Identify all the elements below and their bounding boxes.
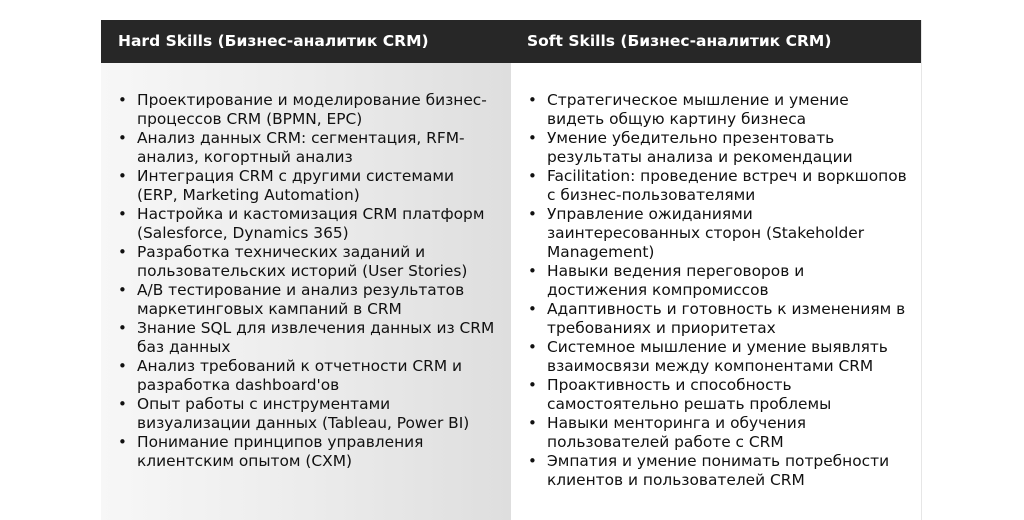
soft-skill-item: [526, 167, 909, 205]
bullet-icon: •: [118, 281, 127, 299]
hard-skill-item: [116, 319, 499, 357]
soft-skills-header: Soft Skills (Бизнес-аналитик CRM): [527, 32, 832, 50]
bullet-icon: •: [528, 262, 537, 280]
hard-skill-item: [116, 205, 499, 243]
soft-skill-item: [526, 376, 909, 414]
hard-skill-text: Понимание принципов управления клиентским опытом (CXM): [137, 433, 424, 470]
soft-skill-item: [526, 262, 909, 300]
table-body: [101, 63, 921, 520]
table-header: [101, 20, 921, 63]
soft-skills-list: [526, 91, 909, 490]
hard-skill-text: Знание SQL для извлечения данных из CRM баз данных: [137, 319, 495, 356]
soft-skill-text: Адаптивность и готовность к изменениям в требованиях и приоритетах: [547, 300, 906, 337]
bullet-icon: •: [528, 376, 537, 394]
soft-skill-text: Стратегическое мышление и умение видеть общую картину бизнеса: [547, 91, 849, 128]
soft-skill-item: [526, 414, 909, 452]
soft-skill-text: Эмпатия и умение понимать потребности клиентов и пользователей CRM: [547, 452, 890, 489]
hard-skill-text: Анализ данных CRM: сегментация, RFM-анализ, когортный анализ: [137, 129, 465, 166]
hard-skill-text: Опыт работы с инструментами визуализации данных (Tableau, Power BI): [137, 395, 470, 432]
hard-skills-header: Hard Skills (Бизнес-аналитик CRM): [118, 32, 429, 50]
hard-skill-item: [116, 357, 499, 395]
bullet-icon: •: [118, 205, 127, 223]
hard-skill-text: Интеграция CRM с другими системами (ERP, Marketing Automation): [137, 167, 455, 204]
bullet-icon: •: [528, 338, 537, 356]
soft-skill-text: Умение убедительно презентовать результаты анализа и рекомендации: [547, 129, 853, 166]
bullet-icon: •: [528, 91, 537, 109]
bullet-icon: •: [118, 319, 127, 337]
hard-skill-item: [116, 91, 499, 129]
soft-skill-item: [526, 91, 909, 129]
hard-skill-text: Настройка и кастомизация CRM платформ (Salesforce, Dynamics 365): [137, 205, 485, 242]
hard-skill-text: Анализ требований к отчетности CRM и разработка dashboard'ов: [137, 357, 463, 394]
bullet-icon: •: [118, 91, 127, 109]
bullet-icon: •: [118, 433, 127, 451]
skills-table: [101, 20, 922, 520]
soft-skill-text: Facilitation: проведение встреч и воркшопов с бизнес-пользователями: [547, 167, 907, 204]
hard-skill-item: [116, 167, 499, 205]
bullet-icon: •: [118, 243, 127, 261]
hard-skill-item: [116, 281, 499, 319]
soft-skill-text: Системное мышление и умение выявлять взаимосвязи между компонентами CRM: [547, 338, 888, 375]
bullet-icon: •: [118, 167, 127, 185]
soft-skill-text: Управление ожиданиями заинтересованных сторон (Stakeholder Management): [547, 205, 865, 261]
soft-skill-item: [526, 338, 909, 376]
hard-skills-column: [101, 63, 511, 520]
hard-skill-item: [116, 395, 499, 433]
hard-skill-text: A/B тестирование и анализ результатов маркетинговых кампаний в CRM: [137, 281, 465, 318]
hard-skill-item: [116, 129, 499, 167]
soft-skill-item: [526, 205, 909, 262]
bullet-icon: •: [118, 357, 127, 375]
hard-skill-item: [116, 433, 499, 471]
soft-skill-item: [526, 300, 909, 338]
soft-skill-item: [526, 452, 909, 490]
hard-skills-list: [116, 91, 499, 471]
hard-skill-text: Проектирование и моделирование бизнес-процессов CRM (BPMN, EPC): [137, 91, 487, 128]
soft-skill-text: Проактивность и способность самостоятельно решать проблемы: [547, 376, 832, 413]
bullet-icon: •: [528, 205, 537, 223]
soft-skills-column: [511, 63, 921, 520]
soft-skill-text: Навыки ведения переговоров и достижения компромиссов: [547, 262, 805, 299]
hard-skill-item: [116, 243, 499, 281]
bullet-icon: •: [528, 167, 537, 185]
soft-skill-text: Навыки менторинга и обучения пользователей работе с CRM: [547, 414, 806, 451]
bullet-icon: •: [528, 300, 537, 318]
bullet-icon: •: [528, 414, 537, 432]
hard-skill-text: Разработка технических заданий и пользовательских историй (User Stories): [137, 243, 468, 280]
bullet-icon: •: [118, 129, 127, 147]
bullet-icon: •: [118, 395, 127, 413]
soft-skill-item: [526, 129, 909, 167]
bullet-icon: •: [528, 452, 537, 470]
bullet-icon: •: [528, 129, 537, 147]
